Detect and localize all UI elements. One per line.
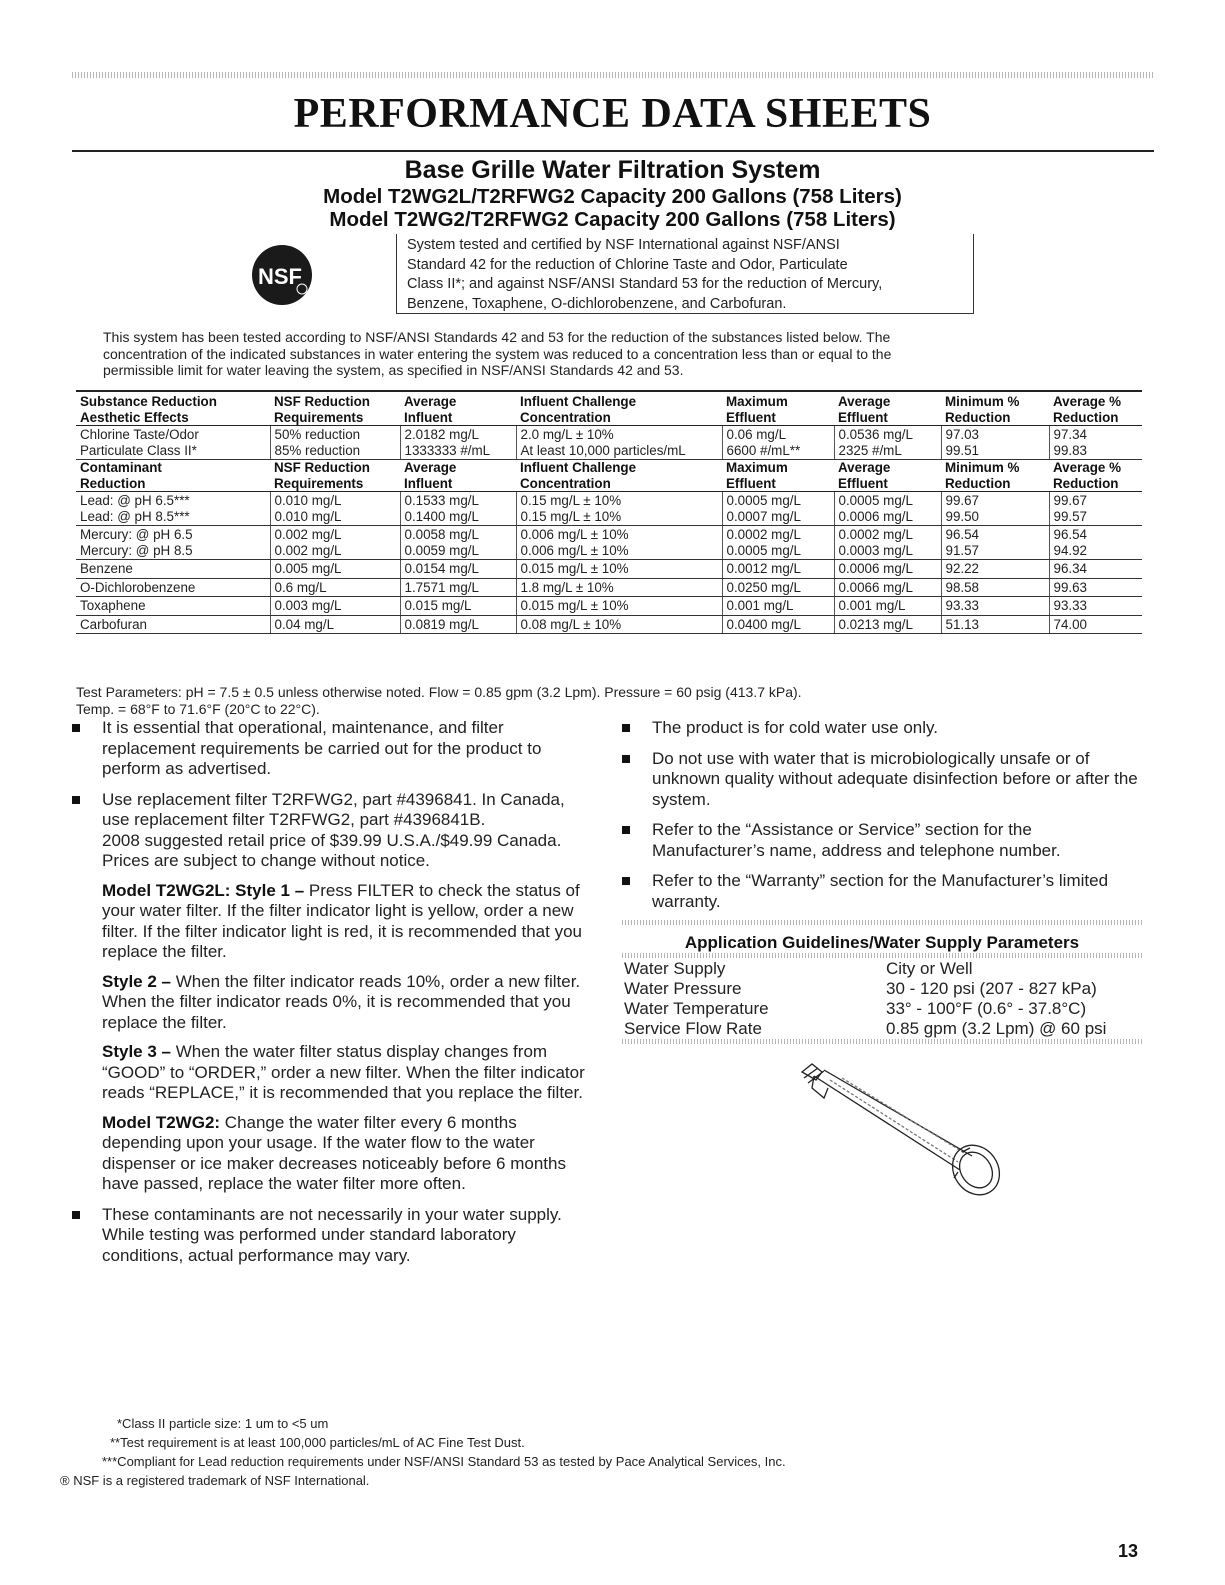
application-row bbox=[622, 1019, 1142, 1039]
intro-line: This system has been tested according to NSF/ANSI Standards 42 and 53 for the reduction of the substances listed below. The bbox=[103, 329, 891, 345]
cell-line: 0.04 mg/L bbox=[274, 616, 335, 632]
style2-label: Style 2 – bbox=[102, 971, 171, 991]
bullet-contaminants-note bbox=[72, 1205, 592, 1267]
cell-line: Average bbox=[404, 394, 457, 409]
cell-line: Particulate Class II* bbox=[80, 442, 197, 458]
table-cell bbox=[834, 615, 941, 634]
test-params-line: Test Parameters: pH = 7.5 ± 0.5 unless otherwise noted. Flow = 0.85 gpm (3.2 Lpm). Pressure = 60 psig (413.7 kPa). bbox=[76, 684, 802, 700]
table-header-cell bbox=[834, 391, 941, 426]
application-row bbox=[622, 999, 1142, 1019]
table-cell bbox=[722, 597, 834, 616]
table-header-cell bbox=[270, 460, 400, 492]
cell-line: 99.83 bbox=[1053, 442, 1088, 458]
cell-line: 0.1533 mg/L bbox=[404, 493, 479, 508]
cell-line: 0.0003 mg/L bbox=[838, 542, 913, 558]
table-cell bbox=[1049, 578, 1142, 597]
svg-text:NSF: NSF bbox=[258, 264, 302, 289]
cell-line: Reduction bbox=[945, 409, 1011, 425]
test-params-line: Temp. = 68°F to 71.6°F (20°C to 22°C). bbox=[76, 701, 320, 717]
cell-line: Average bbox=[404, 460, 457, 475]
table-cell bbox=[1049, 560, 1142, 579]
table-row bbox=[76, 526, 1142, 560]
application-row bbox=[622, 959, 1142, 979]
cell-line: 0.0007 mg/L bbox=[726, 508, 801, 524]
bullet-text: It is essential that operational, maintenance, and filter replacement requirements be carried out for the product to perform as advertised. bbox=[102, 718, 542, 778]
style3-label: Style 3 – bbox=[102, 1042, 171, 1061]
cell-line: Reduction bbox=[1053, 475, 1119, 491]
table-row bbox=[76, 492, 1142, 526]
intro-line: permissible limit for water leaving the system, as specified in NSF/ANSI Standards 42 and 53. bbox=[103, 362, 684, 378]
dotted-rule bbox=[622, 953, 1142, 958]
table-cell bbox=[270, 426, 400, 460]
cell-line: 0.015 mg/L ± 10% bbox=[520, 598, 629, 613]
model-line-1: Model T2WG2L/T2RFWG2 Capacity 200 Gallons (758 Liters) bbox=[323, 185, 902, 208]
cell-line: 85% reduction bbox=[274, 442, 361, 458]
table-header-cell bbox=[941, 391, 1049, 426]
table-row bbox=[76, 426, 1142, 460]
cell-line: 0.015 mg/L bbox=[404, 598, 472, 613]
parameter-value: City or Well bbox=[886, 959, 973, 978]
cell-line: 97.03 bbox=[945, 427, 980, 442]
bullet-square-icon bbox=[72, 1211, 80, 1219]
cell-line: 0.0250 mg/L bbox=[726, 579, 801, 595]
cell-line: 0.001 mg/L bbox=[726, 598, 794, 613]
table-header-cell bbox=[1049, 391, 1142, 426]
table-header-row bbox=[76, 460, 1142, 492]
bullet-square-icon bbox=[622, 724, 630, 732]
style1-paragraph bbox=[102, 881, 592, 963]
table-cell bbox=[400, 526, 516, 560]
style3-text: When the water filter status display changes from “GOOD” to “ORDER,” order a new filter. When the filter indicator reads “REPLACE,” it is recommended that you replace the filter. bbox=[102, 1042, 585, 1102]
cell-line: Influent Challenge bbox=[520, 460, 637, 475]
cell-line: At least 10,000 particles/mL bbox=[520, 442, 686, 458]
cell-line: 0.0059 mg/L bbox=[404, 542, 479, 558]
footnote-class-ii: *Class II particle size: 1 um to <5 um bbox=[117, 1416, 329, 1431]
style2-paragraph bbox=[102, 972, 592, 1034]
bullet-text: Refer to the “Warranty” section for the Manufacturer’s limited warranty. bbox=[652, 871, 1109, 911]
cell-line: Carbofuran bbox=[80, 616, 147, 632]
cell-line: 51.13 bbox=[945, 616, 980, 632]
cell-line: 99.50 bbox=[945, 508, 980, 524]
table-cell bbox=[834, 526, 941, 560]
t2wg2-label: Model T2WG2: bbox=[102, 1112, 221, 1132]
cell-line: 1.7571 mg/L bbox=[404, 579, 479, 595]
table-header-row bbox=[76, 391, 1142, 426]
table-cell bbox=[834, 492, 941, 526]
cell-line: 98.58 bbox=[945, 579, 980, 595]
table-cell bbox=[1049, 597, 1142, 616]
cell-line: 50% reduction bbox=[274, 427, 361, 442]
cell-line: Reduction bbox=[80, 475, 146, 491]
cell-line: 93.33 bbox=[1053, 598, 1088, 613]
table-header-cell bbox=[722, 460, 834, 492]
cell-line: Influent bbox=[404, 475, 453, 491]
cell-line: Benzene bbox=[80, 561, 133, 576]
table-cell bbox=[270, 615, 400, 634]
cell-line: Average % bbox=[1053, 394, 1121, 409]
style3-paragraph bbox=[102, 1042, 592, 1104]
table-cell bbox=[76, 578, 270, 597]
table-cell bbox=[941, 426, 1049, 460]
table-cell bbox=[400, 578, 516, 597]
cell-line: 0.0012 mg/L bbox=[726, 561, 801, 576]
bullet-text: Use replacement filter T2RFWG2, part #4396841. In Canada, use replacement filter T2RFWG2, part #4396841B. bbox=[102, 789, 565, 829]
table-cell bbox=[400, 597, 516, 616]
table-cell bbox=[941, 526, 1049, 560]
cell-line: Mercury: @ pH 6.5 bbox=[80, 527, 193, 542]
cell-line: 2325 #/mL bbox=[838, 442, 902, 458]
cell-line: Toxaphene bbox=[80, 598, 146, 613]
table-cell bbox=[941, 578, 1049, 597]
bullet-square-icon bbox=[72, 724, 80, 732]
cell-line: 0.0154 mg/L bbox=[404, 561, 479, 576]
model-line-2: Model T2WG2/T2RFWG2 Capacity 200 Gallons (758 Liters) bbox=[329, 208, 896, 231]
parameter-value: 30 - 120 psi (207 - 827 kPa) bbox=[886, 979, 1097, 998]
left-column bbox=[72, 718, 592, 1276]
footnote-trademark: ® NSF is a registered trademark of NSF International. bbox=[60, 1473, 370, 1488]
cell-line: 0.0066 mg/L bbox=[838, 579, 913, 595]
cell-line: 94.92 bbox=[1053, 542, 1088, 558]
cell-line: 0.1400 mg/L bbox=[404, 508, 479, 524]
table-cell bbox=[400, 492, 516, 526]
table-cell bbox=[76, 615, 270, 634]
cell-line: 0.0058 mg/L bbox=[404, 527, 479, 542]
table-header-cell bbox=[76, 391, 270, 426]
cell-line: Maximum bbox=[726, 394, 788, 409]
cell-line: 2.0182 mg/L bbox=[404, 427, 479, 442]
nsf-line: Benzene, Toxaphene, O-dichlorobenzene, and Carbofuran. bbox=[407, 295, 787, 312]
cell-line: Substance Reduction bbox=[80, 394, 217, 409]
cell-line: Requirements bbox=[274, 409, 364, 425]
bullet-text: Do not use with water that is microbiologically unsafe or of unknown quality without adequate disinfection before or after the system. bbox=[652, 748, 1138, 809]
footnotes bbox=[60, 1414, 1060, 1490]
cell-line: 0.0002 mg/L bbox=[838, 527, 913, 542]
bullet-cold-water bbox=[622, 718, 1142, 739]
cell-line: Minimum % bbox=[945, 394, 1020, 409]
performance-table bbox=[76, 390, 1142, 634]
cell-line: Contaminant bbox=[80, 460, 162, 475]
table-cell bbox=[76, 597, 270, 616]
table-row bbox=[76, 560, 1142, 579]
cell-line: 99.57 bbox=[1053, 508, 1088, 524]
bullet-text: These contaminants are not necessarily in your water supply. While testing was performed under standard laboratory conditions, actual performance may vary. bbox=[102, 1204, 562, 1265]
table-cell bbox=[1049, 492, 1142, 526]
cell-line: 0.0005 mg/L bbox=[726, 542, 801, 558]
nsf-logo-icon bbox=[250, 243, 314, 307]
table-cell bbox=[270, 560, 400, 579]
cell-line: 74.00 bbox=[1053, 616, 1088, 632]
cell-line: Lead: @ pH 6.5*** bbox=[80, 493, 190, 508]
footnote-test-requirement: **Test requirement is at least 100,000 particles/mL of AC Fine Test Dust. bbox=[110, 1435, 525, 1450]
cell-line: 0.15 mg/L ± 10% bbox=[520, 493, 622, 508]
cell-line: Concentration bbox=[520, 475, 611, 491]
table-cell bbox=[722, 615, 834, 634]
top-dotted-rule bbox=[72, 72, 1154, 78]
cell-line: Influent Challenge bbox=[520, 394, 637, 409]
cell-line: 0.003 mg/L bbox=[274, 598, 342, 613]
table-cell bbox=[834, 426, 941, 460]
cell-line: Reduction bbox=[1053, 409, 1119, 425]
cell-line: 0.0400 mg/L bbox=[726, 616, 801, 632]
cell-line: 99.51 bbox=[945, 442, 980, 458]
table-cell bbox=[722, 578, 834, 597]
page-title: PERFORMANCE DATA SHEETS bbox=[293, 91, 932, 137]
table-cell bbox=[400, 426, 516, 460]
table-cell bbox=[1049, 615, 1142, 634]
right-column bbox=[622, 718, 1142, 922]
cell-line: 0.002 mg/L bbox=[274, 542, 342, 558]
cell-line: 96.34 bbox=[1053, 561, 1088, 576]
table-cell bbox=[270, 597, 400, 616]
cell-line: 92.22 bbox=[945, 561, 980, 576]
cell-line: 0.0819 mg/L bbox=[404, 616, 479, 632]
cell-line: 0.0002 mg/L bbox=[726, 527, 801, 542]
table-row bbox=[76, 615, 1142, 634]
bullet-operational bbox=[72, 718, 592, 780]
table-cell bbox=[722, 426, 834, 460]
table-header-cell bbox=[76, 460, 270, 492]
cell-line: 2.0 mg/L ± 10% bbox=[520, 427, 614, 442]
table-cell bbox=[722, 492, 834, 526]
cell-line: 91.57 bbox=[945, 542, 980, 558]
cell-line: Mercury: @ pH 8.5 bbox=[80, 542, 193, 558]
table-cell bbox=[722, 526, 834, 560]
cell-line: 0.015 mg/L ± 10% bbox=[520, 561, 629, 576]
cell-line: 0.0213 mg/L bbox=[838, 616, 913, 632]
application-heading: Application Guidelines/Water Supply Parameters bbox=[684, 933, 1080, 952]
table-header-cell bbox=[516, 460, 722, 492]
cell-line: 0.6 mg/L bbox=[274, 579, 327, 595]
cell-line: 99.63 bbox=[1053, 579, 1088, 595]
table-cell bbox=[76, 560, 270, 579]
style1-label: Model T2WG2L: Style 1 – bbox=[102, 880, 305, 900]
table-cell bbox=[76, 492, 270, 526]
table-cell bbox=[76, 526, 270, 560]
bullet-text: The product is for cold water use only. bbox=[652, 718, 938, 737]
table-cell bbox=[516, 426, 722, 460]
cell-line: 99.67 bbox=[945, 493, 980, 508]
dotted-rule bbox=[622, 920, 1142, 925]
cell-line: 0.002 mg/L bbox=[274, 527, 342, 542]
cell-line: 97.34 bbox=[1053, 427, 1088, 442]
test-parameters bbox=[76, 684, 976, 718]
bullet-square-icon bbox=[622, 877, 630, 885]
cell-line: 0.0536 mg/L bbox=[838, 427, 913, 442]
table-cell bbox=[516, 597, 722, 616]
table-cell bbox=[270, 492, 400, 526]
table-cell bbox=[834, 578, 941, 597]
table-header-cell bbox=[400, 391, 516, 426]
cell-line: Minimum % bbox=[945, 460, 1020, 475]
table-cell bbox=[941, 615, 1049, 634]
cell-line: 0.001 mg/L bbox=[838, 598, 906, 613]
parameter-label: Service Flow Rate bbox=[624, 1019, 762, 1038]
cell-line: Maximum bbox=[726, 460, 788, 475]
cell-line: Effluent bbox=[726, 409, 776, 425]
table-cell bbox=[400, 615, 516, 634]
table-cell bbox=[941, 560, 1049, 579]
cell-line: 0.006 mg/L ± 10% bbox=[520, 542, 629, 558]
table-cell bbox=[76, 426, 270, 460]
cell-line: 0.08 mg/L ± 10% bbox=[520, 616, 622, 632]
table-cell bbox=[516, 560, 722, 579]
table-header-cell bbox=[1049, 460, 1142, 492]
nsf-line: System tested and certified by NSF International against NSF/ANSI bbox=[407, 237, 840, 253]
bullet-square-icon bbox=[622, 755, 630, 763]
bullet-warranty bbox=[622, 871, 1142, 912]
table-cell bbox=[941, 597, 1049, 616]
cell-line: 96.54 bbox=[945, 527, 980, 542]
cell-line: 0.006 mg/L ± 10% bbox=[520, 527, 629, 542]
cell-line: 0.0005 mg/L bbox=[726, 493, 801, 508]
cell-line: 93.33 bbox=[945, 598, 980, 613]
page-number: 13 bbox=[1118, 1541, 1139, 1561]
table-cell bbox=[516, 578, 722, 597]
table-cell bbox=[1049, 526, 1142, 560]
table-cell bbox=[516, 615, 722, 634]
table-header-cell bbox=[516, 391, 722, 426]
bullet-text: Refer to the “Assistance or Service” section for the Manufacturer’s name, address and telephone number. bbox=[652, 820, 1061, 860]
table-row bbox=[76, 597, 1142, 616]
cell-line: 0.06 mg/L bbox=[726, 427, 787, 442]
table-header-cell bbox=[270, 391, 400, 426]
nsf-line: Class II*; and against NSF/ANSI Standard 53 for the reduction of Mercury, bbox=[407, 276, 883, 292]
parameter-label: Water Supply bbox=[624, 959, 726, 978]
table-header-cell bbox=[400, 460, 516, 492]
cell-line: 0.0006 mg/L bbox=[838, 561, 913, 576]
cell-line: Average bbox=[838, 460, 891, 475]
dotted-rule bbox=[622, 1039, 1142, 1044]
system-title: Base Grille Water Filtration System bbox=[404, 156, 821, 184]
table-header-cell bbox=[941, 460, 1049, 492]
cell-line: Average bbox=[838, 394, 891, 409]
cell-line: Reduction bbox=[945, 475, 1011, 491]
water-filter-illustration bbox=[790, 1058, 1005, 1200]
cell-line: Chlorine Taste/Odor bbox=[80, 427, 199, 442]
table-cell bbox=[1049, 426, 1142, 460]
table-cell bbox=[941, 492, 1049, 526]
cell-line: Aesthetic Effects bbox=[80, 409, 189, 425]
title-rule bbox=[72, 150, 1154, 152]
cell-line: 1.8 mg/L ± 10% bbox=[520, 579, 614, 595]
application-row bbox=[622, 979, 1142, 999]
cell-line: 0.0006 mg/L bbox=[838, 508, 913, 524]
table-row bbox=[76, 578, 1142, 597]
cell-line: Lead: @ pH 8.5*** bbox=[80, 508, 190, 524]
parameter-value: 0.85 gpm (3.2 Lpm) @ 60 psi bbox=[886, 1019, 1107, 1038]
table-cell bbox=[270, 578, 400, 597]
table-cell bbox=[400, 560, 516, 579]
cell-line: 99.67 bbox=[1053, 493, 1088, 508]
cell-line: 0.0005 mg/L bbox=[838, 493, 913, 508]
style1-text: Press FILTER to check the status of your water filter. If the filter indicator light is yellow, order a new filter. If the filter indicator light is red, it is recommended that you replace the filter. bbox=[102, 880, 582, 961]
intro-line: concentration of the indicated substances in water entering the system was reduced to a concentration less than or equal to the bbox=[103, 345, 892, 362]
style2-text: When the filter indicator reads 10%, order a new filter. When the filter indicator reads 0%, it is recommended that you replace the filter. bbox=[102, 971, 581, 1032]
nsf-line: Standard 42 for the reduction of Chlorine Taste and Odor, Particulate bbox=[407, 256, 848, 273]
cell-line: Effluent bbox=[838, 475, 888, 491]
footnote-lead-compliance: ***Compliant for Lead reduction requirements under NSF/ANSI Standard 53 as tested by Pace Analytical Services, Inc. bbox=[102, 1454, 786, 1469]
cell-line: Requirements bbox=[274, 475, 364, 491]
t2wg2-paragraph bbox=[102, 1113, 592, 1195]
bullet-unsafe-water bbox=[622, 749, 1142, 811]
bullet-assistance bbox=[622, 820, 1142, 861]
application-table bbox=[622, 959, 1142, 1039]
bullet-square-icon bbox=[72, 796, 80, 804]
t2wg2-text: Change the water filter every 6 months depending upon your usage. If the water flow to the water dispenser or ice maker decreases noticeably before 6 months have passed, replace the water filter more often. bbox=[102, 1112, 566, 1193]
cell-line: Concentration bbox=[520, 409, 611, 425]
parameter-value: 33° - 100°F (0.6° - 37.8°C) bbox=[886, 999, 1087, 1018]
cell-line: O-Dichlorobenzene bbox=[80, 579, 196, 595]
table-cell bbox=[722, 560, 834, 579]
intro-paragraph bbox=[103, 329, 1103, 379]
table-cell bbox=[270, 526, 400, 560]
cell-line: Effluent bbox=[838, 409, 888, 425]
parameter-label: Water Temperature bbox=[624, 999, 769, 1018]
table-cell bbox=[516, 526, 722, 560]
cell-line: NSF Reduction bbox=[274, 394, 370, 409]
table-cell bbox=[516, 492, 722, 526]
cell-line: 6600 #/mL** bbox=[726, 442, 801, 458]
table-header-cell bbox=[834, 460, 941, 492]
cell-line: 0.15 mg/L ± 10% bbox=[520, 508, 622, 524]
nsf-certification-box bbox=[396, 234, 974, 314]
cell-line: 0.010 mg/L bbox=[274, 493, 342, 508]
bullet-text: 2008 suggested retail price of $39.99 U.S.A./$49.99 Canada. Prices are subject to change without notice. bbox=[102, 830, 562, 870]
bullet-replacement-filter bbox=[72, 790, 592, 1195]
table-cell bbox=[834, 560, 941, 579]
parameter-label: Water Pressure bbox=[624, 979, 742, 998]
cell-line: Average % bbox=[1053, 460, 1121, 475]
cell-line: 1333333 #/mL bbox=[404, 442, 491, 458]
bullet-square-icon bbox=[622, 826, 630, 834]
table-cell bbox=[834, 597, 941, 616]
cell-line: 0.010 mg/L bbox=[274, 508, 342, 524]
cell-line: NSF Reduction bbox=[274, 460, 370, 475]
cell-line: 96.54 bbox=[1053, 527, 1088, 542]
cell-line: 0.005 mg/L bbox=[274, 561, 342, 576]
cell-line: Effluent bbox=[726, 475, 776, 491]
table-header-cell bbox=[722, 391, 834, 426]
cell-line: Influent bbox=[404, 409, 453, 425]
application-guidelines bbox=[622, 920, 1142, 1044]
